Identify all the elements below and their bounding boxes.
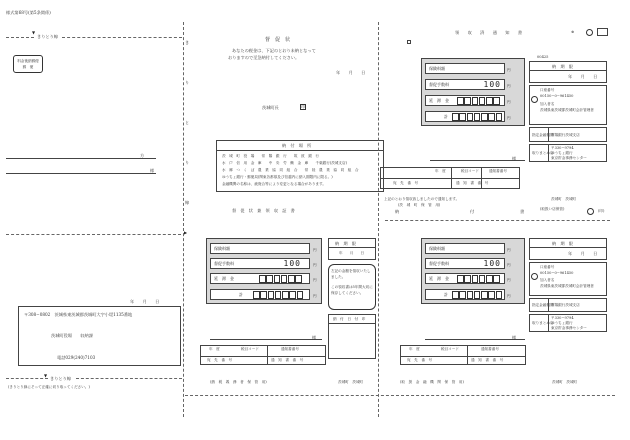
- bottom-right-fee-value: 100: [483, 259, 501, 268]
- triangle-mark-bottom: ▼: [44, 373, 48, 378]
- top-cut-line-right: [62, 37, 182, 38]
- side-letter-1: き: [185, 40, 190, 45]
- kata-label: 方: [140, 153, 145, 158]
- top-cut-line-left: [6, 37, 34, 38]
- sender-date: 年 月 日: [130, 299, 160, 304]
- notice-date: 年 月 日: [336, 70, 366, 75]
- bottom-amount-panel-left: 保険料額 円 督促手数料 100 円 延 滞 金 円 計 円: [206, 238, 322, 304]
- payment-location-title: 納 付 場 所: [282, 143, 312, 148]
- top-designated-box: 指定金融機関 常陽銀行茨城支店: [529, 127, 607, 142]
- bottom-title-circle: [587, 208, 594, 215]
- sender-phone: 電話029(240)7103: [57, 355, 96, 360]
- bottom-right-delay-row: 延 滞 金: [425, 273, 505, 284]
- bottom-title-end-char: 書: [520, 209, 525, 214]
- bottom-right-payee-box: 口座番号 00150−0−961450 加入者名 茨城県東茨城郡茨城町会計管理者: [529, 262, 607, 296]
- bottom-amount-panel-right: 保険料額 円 督促手数料 100 円 延 滞 金 円 計 円: [421, 238, 525, 304]
- sender-box: [18, 306, 181, 366]
- bottom-title-left-char: 納: [395, 209, 400, 214]
- top-delay-row: 延 滞 金: [425, 95, 505, 106]
- bottom-cut-note: (きりとり線にそって正確に切り取ってください。): [8, 385, 90, 389]
- payment-location-box: [216, 140, 384, 192]
- side-letter-2: り: [185, 80, 190, 85]
- top-receipt-table: 年 度 税目コード 通知書番号 宛 先 番 号 通 知 書 番 号: [380, 167, 520, 189]
- top-seal-label: (印): [598, 209, 605, 213]
- notice-issuer: 茨城町長: [262, 105, 279, 110]
- bottom-right-delay-cells: [457, 275, 501, 283]
- top-payee-circle: [531, 96, 538, 103]
- notice-body-1: あなたの税金は、下記のとおり未納となって: [232, 48, 316, 53]
- top-right-small-mark: ⊗: [571, 30, 575, 34]
- top-right-code-box: [597, 28, 608, 36]
- top-total-cells: [452, 113, 503, 121]
- bottom-right-table: 年 度 税目コード 通知書番号 宛 先 番 号 通 知 書 番 号: [400, 345, 526, 365]
- bottom-title-mid-char: 付: [470, 209, 475, 214]
- sender-office: 茨城町役場 収納課: [51, 333, 93, 338]
- top-due-box: 納 期 限 年 月 日: [529, 61, 607, 83]
- top-fee-value: 100: [483, 80, 501, 89]
- bottom-receipt-bubble: 左記の金額を領収いたし ました。 この領収書は5年間大切に 保存してください。: [328, 264, 376, 310]
- top-receipt-handler-keep: (取扱い店保管): [540, 207, 565, 211]
- bottom-left-footer: (納 税 義 務 者 保 管 用): [210, 380, 267, 384]
- bottom-left-fee-value: 100: [283, 259, 301, 268]
- left-middle-cut-line: [6, 234, 181, 235]
- bottom-mid-footer: 茨城町 茨城町: [338, 380, 364, 384]
- bottom-right-payee-circle: [531, 273, 538, 280]
- bottom-left-tax-row: 保険料額: [210, 243, 310, 254]
- side-letter-5: 線: [185, 200, 190, 205]
- right-vertical-divider: [378, 22, 379, 417]
- bottom-right-footer: (取 扱 金 融 機 関 保 管 用): [400, 380, 464, 384]
- sender-address: 〒308−0802 茨城県東茨城郡茨城町大字小堤1135番地: [24, 312, 133, 317]
- address-line-1: [6, 158, 156, 159]
- top-payee-box: 口座番号 00150−0−961450 加入者名 茨城県東茨城郡茨城町会計管理者: [529, 85, 607, 125]
- bottom-left-sama-line: [210, 339, 322, 340]
- side-letter-4: り: [185, 160, 190, 165]
- bottom-left-table: 年 度 税目コード 通知書番号 宛 先 番 号 通 知 書 番 号: [200, 345, 326, 365]
- bottom-left-delay-row: 延 滞 金: [210, 273, 310, 284]
- bottom-right-due-box: 納 期 限 年 月 日: [529, 238, 607, 260]
- bottom-right-fee-row: 督促手数料 100: [425, 258, 505, 269]
- triangle-mark-side: ▶: [184, 230, 188, 235]
- top-receipt-title: 領 収 済 通 知 書: [455, 30, 523, 35]
- issuer-seal: 印: [301, 105, 305, 109]
- bottom-left-fee-row: 督促手数料 100: [210, 258, 310, 269]
- bottom-right-total-row: 計: [425, 289, 505, 300]
- top-tax-row: 保険料額: [425, 63, 505, 74]
- top-right-circle: [586, 29, 593, 36]
- bottom-left-delay-cells: [259, 275, 303, 283]
- top-code-value: 00425: [537, 55, 549, 59]
- top-receipt-note: 上記のとおり領収致しましたので通知します。: [384, 197, 460, 201]
- top-delay-cells: [457, 97, 501, 105]
- bottom-right-footer2: 茨城町 茨城町: [552, 380, 578, 384]
- payment-location-line-1: 茨 城 町 役 場 常 陽 銀 行 筑 波 銀 行: [222, 154, 320, 158]
- sama-label: 様: [150, 168, 155, 173]
- top-amount-panel: 保険料額 円 督促手数料 100 円 延 滞 金 円 計 円: [421, 58, 525, 126]
- top-receipt-town: 茨城町 茨城町: [551, 197, 577, 201]
- postage-stamp-text: 料金後納郵便: [17, 59, 39, 63]
- bottom-cut-label: きりとり線: [50, 376, 71, 381]
- payment-location-line-4: ゆうちょ銀行・郵便局(関東各都県及び信越内に納入期限内に限る。): [222, 175, 333, 179]
- bottom-right-handler-box: 取りまとめ店 〒330−9794 ゆうちょ銀行 東京貯金事務センター: [529, 314, 607, 332]
- bottom-left-total-cells: [253, 291, 304, 299]
- right-middle-cut-line: [385, 220, 610, 221]
- notice-title: 督 促 状: [265, 37, 291, 43]
- bottom-stamp-box: 納 付 日 付 印: [328, 314, 376, 359]
- top-total-row: 計: [425, 111, 505, 122]
- bottom-right-tax-row: 保険料額: [425, 243, 505, 254]
- triangle-mark-top: ▼: [32, 30, 36, 35]
- top-cut-label: きりとり線: [37, 34, 58, 39]
- bottom-left-due-box: 納 期 限 年 月 日: [328, 238, 376, 260]
- payment-location-line-3: 水 郷 つ く ば 農 業 協 同 組 合 常 陸 農 業 協 同 組 合: [222, 168, 359, 172]
- notice-body-2: おりますので至急納付してください。: [228, 55, 300, 60]
- payment-location-line-2: 水 戸 信 用 金 庫 中 央 労 働 金 庫 千葉銀行(茨城支店): [222, 161, 347, 165]
- bottom-cut-line-right: [76, 378, 182, 379]
- address-line-2: [6, 173, 156, 174]
- bottom-left-total-row: 計: [210, 289, 310, 300]
- left-section-title: 督 促 状 兼 領 収 証 書: [232, 208, 295, 213]
- top-handler-box: 取りまとめ店 〒330−9794 ゆうちょ銀行 東京貯金事務センター: [529, 144, 607, 162]
- side-letter-3: と: [185, 120, 190, 125]
- top-receipt-keep-label: (茨 城 町 保 管 用): [398, 203, 441, 207]
- bottom-right-total-cells: [452, 291, 503, 299]
- bottom-right-designated-box: 指定金融機関 常陽銀行茨城支店: [529, 298, 607, 312]
- form-number: 様式第68号(第5条関係): [6, 10, 51, 15]
- vertical-cut-line: [183, 22, 184, 417]
- top-right-small-box: [407, 40, 411, 44]
- payment-location-line-5: 金融機関の名称は、統廃合等により変更となる場合があります。: [222, 182, 326, 186]
- bottom-right-sama-line: [425, 339, 525, 340]
- top-fee-row: 督促手数料 100: [425, 79, 505, 90]
- top-receipt-sama-line: [430, 160, 525, 161]
- postage-stamp: 料金後納郵便 郵 便: [13, 55, 43, 73]
- bottom-page-cut-line: [185, 395, 615, 396]
- bottom-cut-line-left: [6, 378, 48, 379]
